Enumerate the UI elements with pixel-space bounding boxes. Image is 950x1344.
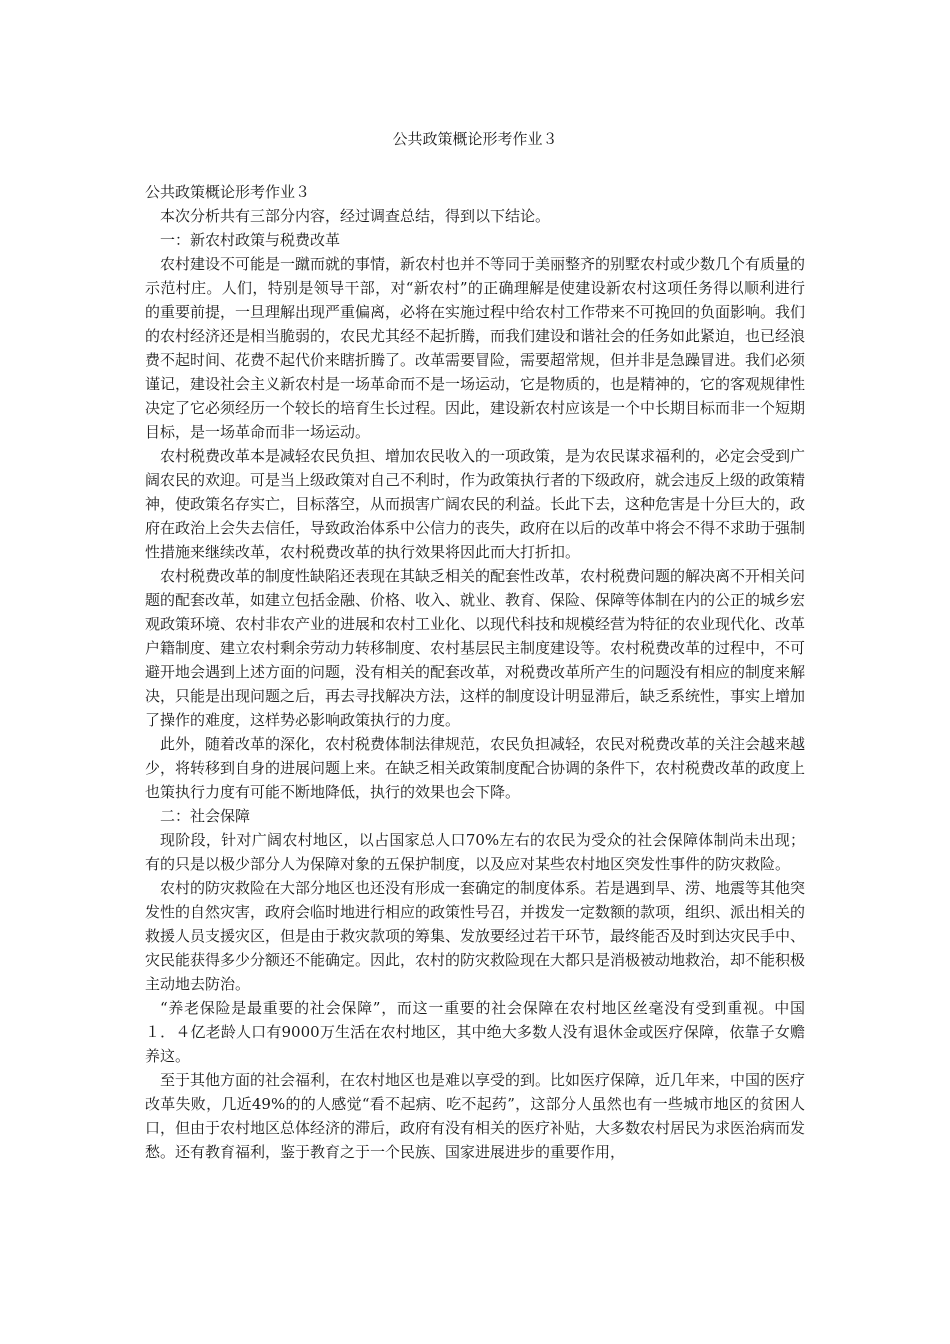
document-title: 公共政策概论形考作业３ xyxy=(392,130,558,148)
paragraph: 农村的防灾救险在大部分地区也还没有形成一套确定的制度体系。若是遇到旱、涝、地震等其他突发性的自然灾害，政府会临时地进行相应的政策性号召，并拨发一定数额的款项，组织、派出相关的救援人员支援灾区，但是由于救灾款项的筹集、发放要经过若干环节，最终能否及时到达灾民手中、灾民能获得多少分额还不能确定。因此，农村的防灾救险现在大都只是消极被动地救治，却不能积极主动地去防治。 xyxy=(145,879,806,993)
paragraph-intro: 本次分析共有三部分内容，经过调查总结，得到以下结论。 xyxy=(160,207,551,225)
paragraph: 现阶段，针对广阔农村地区，以占国家总人口70%左右的农民为受众的社会保障体制尚未出现；有的只是以极少部分人为保障对象的五保护制度，以及应对某些农村地区突发性事件的防灾救险。 xyxy=(145,831,805,873)
section-heading-1: 一：新农村政策与税费改革 xyxy=(160,231,341,249)
paragraph: 农村税费改革的制度性缺陷还表现在其缺乏相关的配套性改革，农村税费问题的解决离不开相关问题的配套改革，如建立包括金融、价格、收入、就业、教育、保险、保障等体制在内的公正的城乡宏观政策环境、农村非农产业的进展和农村工业化、以现代科技和规模经营为特征的农业现代化、改革户籍制度、建立农村剩余劳动力转移制度、农村基层民主制度建设等。农村税费改革的过程中，不可避开地会遇到上述方面的问题，没有相关的配套改革，对税费改革所产生的问题没有相应的制度来解决，只能是出现问题之后，再去寻找解决方法，这样的制度设计明显滞后，缺乏系统性，事实上增加了操作的难度，这样势必影响政策执行的力度。 xyxy=(145,567,806,729)
paragraph: “养老保险是最重要的社会保障”，而这一重要的社会保障在农村地区丝毫没有受到重视。中国１．４亿老龄人口有9000万生活在农村地区，其中绝大多数人没有退休金或医疗保障，依靠子女赡养这。 xyxy=(145,999,805,1065)
paragraph: 至于其他方面的社会福利，在农村地区也是难以享受的到。比如医疗保障，近几年来，中国的医疗改革失败，几近49%的的人感觉“看不起病、吃不起药”，这部分人虽然也有一些城市地区的贫困人口，但由于农村地区总体经济的滞后，政府有没有相关的医疗补贴，大多数农村居民为求医治病而发愁。还有教育福利，鉴于教育之于一个民族、国家进展进步的重要作用， xyxy=(145,1071,806,1161)
section-heading-2: 二：社会保障 xyxy=(160,807,251,825)
paragraph: 此外，随着改革的深化，农村税费体制法律规范，农民负担减轻，农民对税费改革的关注会越来越少，将转移到自身的进展问题上来。在缺乏相关政策制度配合协调的条件下，农村税费改革的政度上也策执行力度有可能不断地降低，执行的效果也会下降。 xyxy=(145,735,806,801)
paragraph: 农村建设不可能是一蹴而就的事情，新农村也并不等同于美丽整齐的别墅农村或少数几个有质量的示范村庄。人们，特别是领导干部，对“新农村”的正确理解是使建设新农村这项任务得以顺利进行的重要前提，一旦理解出现严重偏离，必将在实施过程中给农村工作带来不可挽回的负面影响。我们的农村经济还是相当脆弱的，农民尤其经不起折腾，而我们建设和谐社会的任务如此紧迫，也已经浪费不起时间、花费不起代价来瞎折腾了。改革需要冒险，需要超常规，但并非是急躁冒进。我们必须谨记，建设社会主义新农村是一场革命而不是一场运动，它是物质的，也是精神的，它的客观规律性决定了它必须经历一个较长的培育生长过程。因此，建设新农村应该是一个中长期目标而非一个短期目标，是一场革命而非一场运动。 xyxy=(145,255,806,441)
paragraph: 农村税费改革本是减轻农民负担、增加农民收入的一项政策，是为农民谋求福利的，必定会受到广阔农民的欢迎。可是当上级政策对自己不利时，作为政策执行者的下级政府，就会违反上级的政策精神，使政策名存实亡，目标落空，从而损害广阔农民的利益。长此下去，这种危害是十分巨大的，政府在政治上会失去信任，导致政治体系中公信力的丧失，政府在以后的改革中将会不得不求助于强制性措施来继续改革，农村税费改革的执行效果将因此而大打折扣。 xyxy=(145,447,806,561)
document-body xyxy=(145,180,805,1164)
paragraph-heading: 公共政策概论形考作业３ xyxy=(145,183,311,201)
